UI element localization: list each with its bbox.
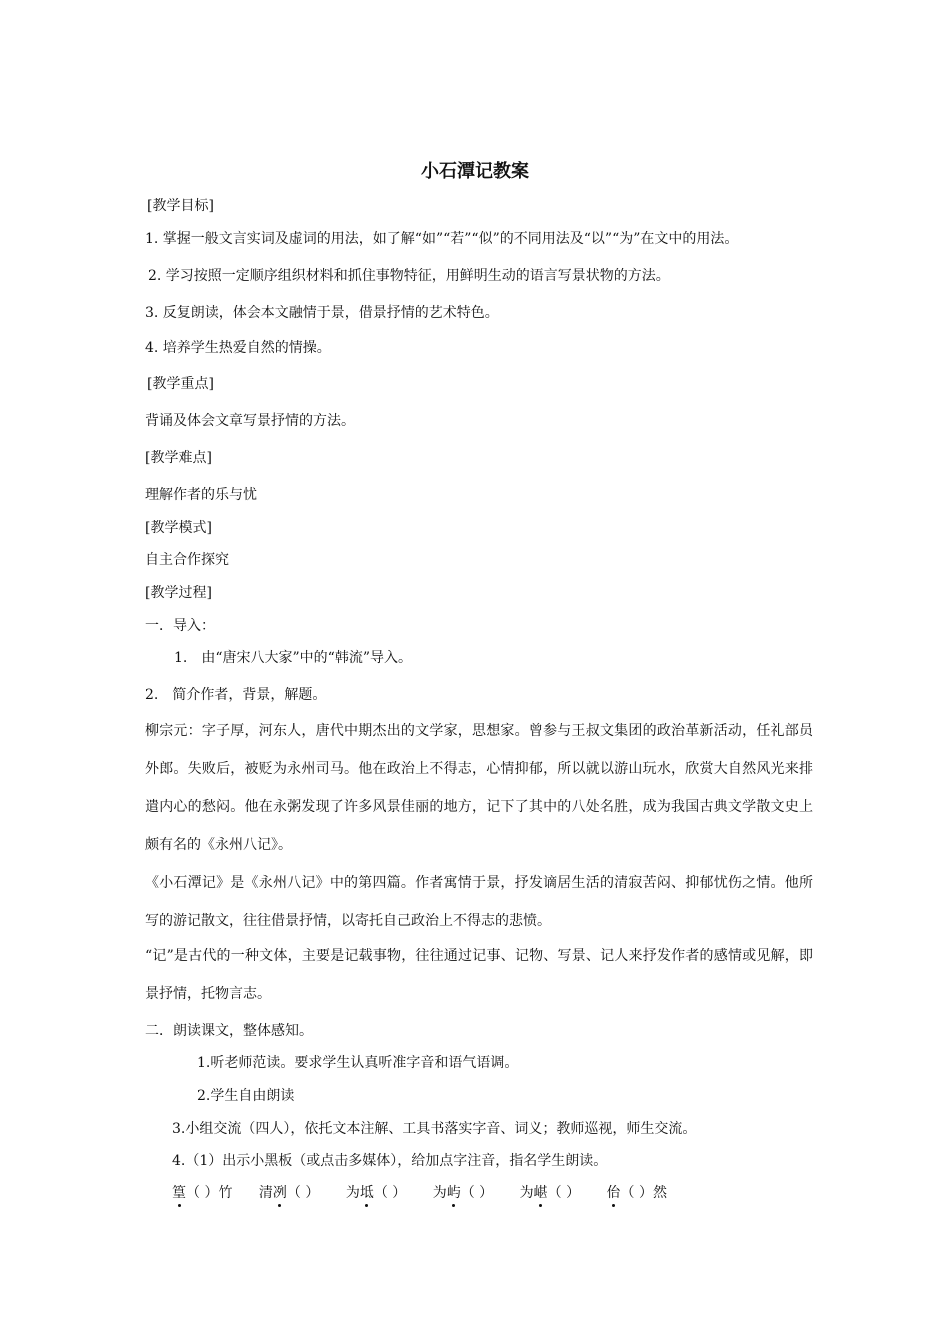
goal-4: 4. 培养学生热爱自然的情操。 xyxy=(145,340,331,356)
goal-3: 3. 反复朗读，体会本文融情于景，借景抒情的艺术特色。 xyxy=(145,305,499,321)
vocab-item: 为坻（ ） xyxy=(345,1185,407,1201)
process-heading: [教学过程] xyxy=(145,585,212,601)
difficulty-text: 理解作者的乐与忧 xyxy=(145,487,257,503)
dotted-char: 嵁 xyxy=(533,1185,548,1201)
goal-2: 2. 学习按照一定顺序组织材料和抓住事物特征，用鲜明生动的语言写景状物的方法。 xyxy=(148,268,670,284)
vocab-item: 为屿（ ） xyxy=(432,1185,494,1201)
dotted-char: 篁 xyxy=(172,1185,186,1201)
key-heading: [教学重点] xyxy=(147,376,214,392)
step2-item-4: 4.（1）出示小黑板（或点击多媒体），给加点字注音，指名学生朗读。 xyxy=(172,1153,608,1169)
difficulty-heading: [教学难点] xyxy=(145,450,212,466)
step1-heading: 一．导入： xyxy=(145,618,215,634)
vocab-row xyxy=(172,1184,667,1202)
dotted-char: 冽 xyxy=(272,1185,287,1201)
step2-item-3: 3.小组交流（四人），依托文本注解、工具书落实字音、词义；教师巡视，师生交流。 xyxy=(172,1121,697,1137)
step2-item-2: 2.学生自由朗读 xyxy=(197,1088,295,1104)
goal-1: 1. 掌握一般文言实词及虚词的用法，如了解“如”“若”“似”的不同用法及“以”“为”在文中的用法。 xyxy=(145,231,739,247)
document-title: 小石潭记教案 xyxy=(421,161,529,182)
mode-text: 自主合作探究 xyxy=(145,552,229,568)
dotted-char: 佁 xyxy=(606,1185,621,1201)
work-paragraph: 《小石潭记》是《永州八记》中的第四篇。作者寓情于景，抒发谪居生活的清寂苦闷、抑郁忧伤之情。他所写的游记散文，往往借景抒情，以寄托自己政治上不得志的悲愤。 xyxy=(145,875,813,929)
vocab-item: 清冽（ ） xyxy=(258,1185,320,1201)
dotted-char: 坻 xyxy=(359,1185,374,1201)
ji-paragraph: “记”是古代的一种文体，主要是记载事物，往往通过记事、记物、写景、记人来抒发作者的感情或见解，即景抒情，托物言志。 xyxy=(145,948,813,1002)
step1-item-1: 1. 由“唐宋八大家”中的“韩流”导入。 xyxy=(174,650,412,666)
key-text: 背诵及体会文章写景抒情的方法。 xyxy=(145,413,355,429)
vocab-item: 佁（ ）然 xyxy=(606,1185,667,1201)
goals-heading: [教学目标] xyxy=(147,198,214,214)
author-paragraph: 柳宗元：字子厚，河东人，唐代中期杰出的文学家，思想家。曾参与王叔文集团的政治革新活动，任礼部员外郎。失败后，被贬为永州司马。他在政治上不得志，心情抑郁，所以就以游山玩水，欣赏大自然风光来排遣内心的愁闷。他在永粥发现了许多风景佳丽的地方，记下了其中的八处名胜，成为我国古典文学散文史上颇有名的《永州八记》。 xyxy=(145,723,813,853)
mode-heading: [教学模式] xyxy=(145,520,212,536)
vocab-item: 为嵁（ ） xyxy=(519,1185,581,1201)
step2-heading: 二．朗读课文，整体感知。 xyxy=(145,1023,313,1039)
step2-item-1: 1.听老师范读。要求学生认真听准字音和语气语调。 xyxy=(197,1055,519,1071)
step1-item-2: 2. 简介作者，背景，解题。 xyxy=(145,687,327,703)
vocab-item: 篁（ ）竹 xyxy=(172,1185,233,1201)
dotted-char: 屿 xyxy=(446,1185,461,1201)
